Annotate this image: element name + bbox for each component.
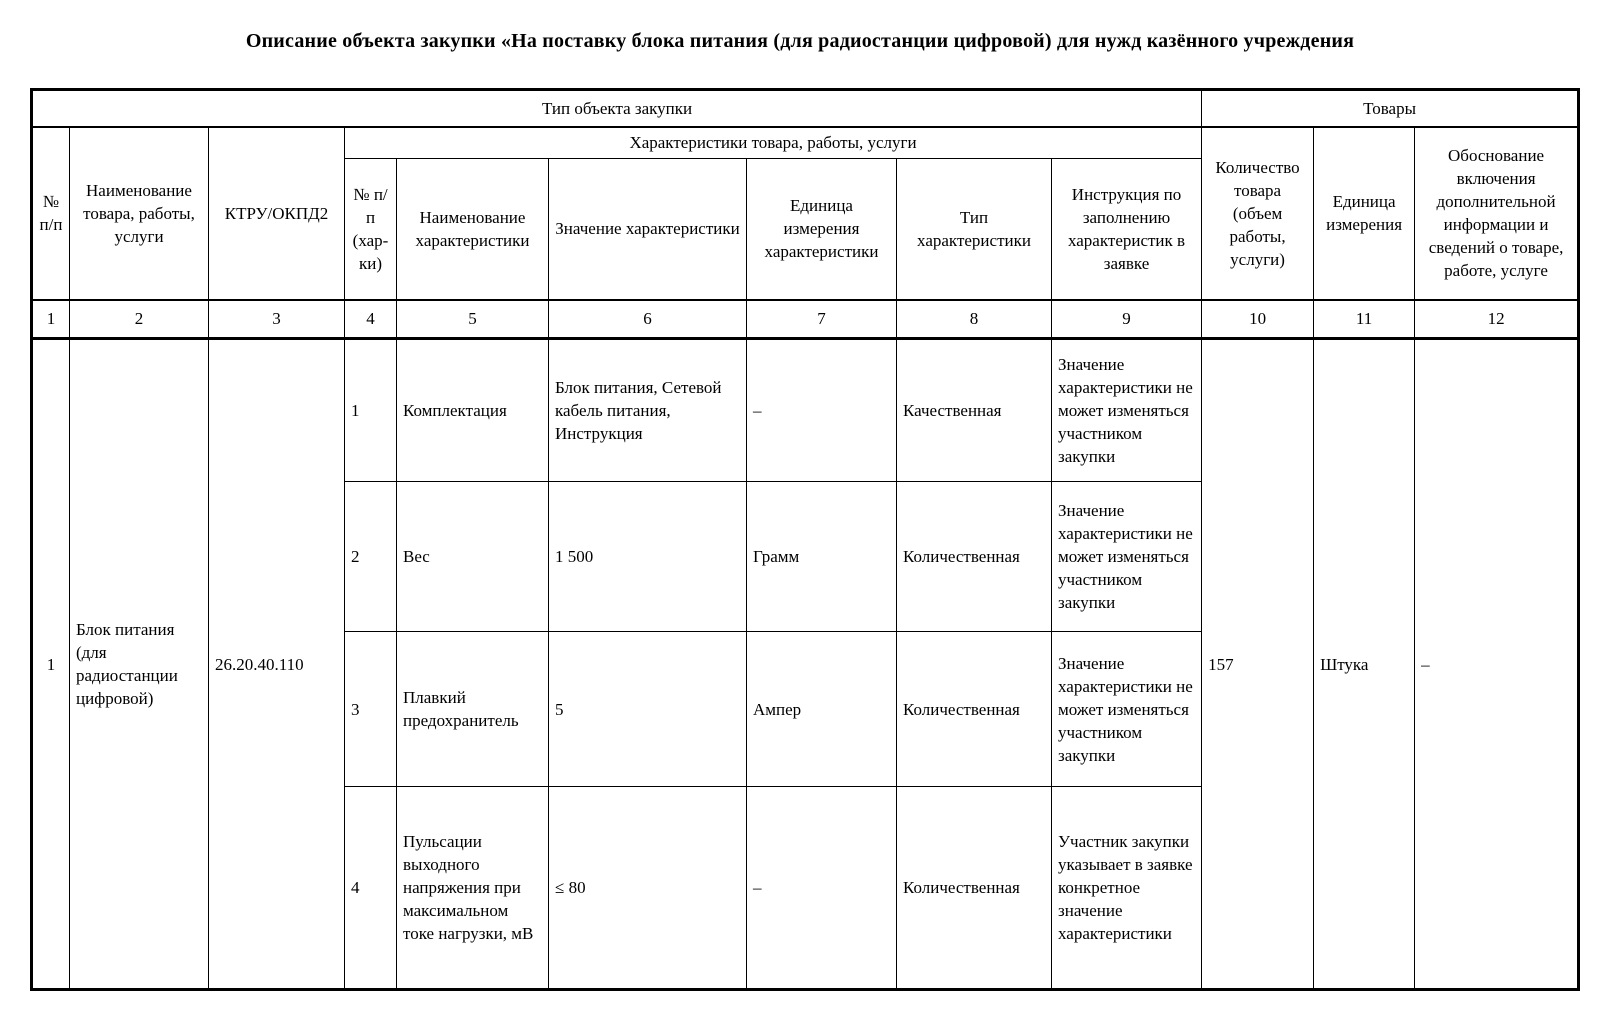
col-header-char-value: Значение характеристики	[549, 159, 747, 300]
char-type: Количественная	[897, 632, 1052, 787]
column-number: 12	[1415, 300, 1579, 339]
item-num: 1	[32, 339, 70, 990]
char-name: Вес	[397, 482, 549, 632]
char-value: 1 500	[549, 482, 747, 632]
column-number: 11	[1314, 300, 1415, 339]
col-header-char-unit: Единица измерения характеристики	[747, 159, 897, 300]
column-number: 6	[549, 300, 747, 339]
column-number: 7	[747, 300, 897, 339]
col-header-num: № п/п	[32, 127, 70, 300]
char-unit: –	[747, 339, 897, 482]
column-number: 4	[345, 300, 397, 339]
char-num: 2	[345, 482, 397, 632]
char-instruction: Значение характеристики не может изменяться участником закупки	[1052, 339, 1202, 482]
col-header-unit: Единица измерения	[1314, 127, 1415, 300]
char-unit: Ампер	[747, 632, 897, 787]
item-quantity: 157	[1202, 339, 1314, 990]
col-header-quantity: Количество товара (объем работы, услуги)	[1202, 127, 1314, 300]
char-num: 3	[345, 632, 397, 787]
char-name: Плавкий предохранитель	[397, 632, 549, 787]
item-name: Блок питания (для радиостанции цифровой)	[70, 339, 209, 990]
item-ktru: 26.20.40.110	[209, 339, 345, 990]
col-header-justification: Обоснование включения дополнительной информации и сведений о товаре, работе, услуге	[1415, 127, 1579, 300]
char-unit: –	[747, 787, 897, 990]
page-title: Описание объекта закупки «На поставку блока питания (для радиостанции цифровой) для нужд казённого учреждения	[245, 30, 1355, 52]
char-name: Пульсации выходного напряжения при максимальном токе нагрузки, мВ	[397, 787, 549, 990]
char-value: 5	[549, 632, 747, 787]
item-unit: Штука	[1314, 339, 1415, 990]
characteristic-row	[32, 339, 1579, 482]
column-number: 2	[70, 300, 209, 339]
column-number: 8	[897, 300, 1052, 339]
col-header-char-type: Тип характеристики	[897, 159, 1052, 300]
column-numbers-row	[32, 300, 1579, 339]
char-num: 1	[345, 339, 397, 482]
header-row	[32, 127, 1579, 159]
group-header-row	[32, 90, 1579, 127]
column-number: 1	[32, 300, 70, 339]
col-header-name: Наименование товара, работы, услуги	[70, 127, 209, 300]
item-justification: –	[1415, 339, 1579, 990]
column-number: 10	[1202, 300, 1314, 339]
col-header-ktru: КТРУ/ОКПД2	[209, 127, 345, 300]
column-number: 9	[1052, 300, 1202, 339]
char-instruction: Значение характеристики не может изменяться участником закупки	[1052, 632, 1202, 787]
char-unit: Грамм	[747, 482, 897, 632]
char-instruction: Участник закупки указывает в заявке конкретное значение характеристики	[1052, 787, 1202, 990]
col-header-characteristics-group: Характеристики товара, работы, услуги	[345, 127, 1202, 159]
column-number: 5	[397, 300, 549, 339]
col-header-char-name: Наименование характеристики	[397, 159, 549, 300]
char-name: Комплектация	[397, 339, 549, 482]
char-num: 4	[345, 787, 397, 990]
char-instruction: Значение характеристики не может изменяться участником закупки	[1052, 482, 1202, 632]
char-type: Количественная	[897, 482, 1052, 632]
col-header-char-num: № п/п (хар-ки)	[345, 159, 397, 300]
procurement-table	[30, 88, 1580, 991]
char-type: Качественная	[897, 339, 1052, 482]
char-value: Блок питания, Сетевой кабель питания, Инструкция	[549, 339, 747, 482]
char-value: ≤ 80	[549, 787, 747, 990]
group-header-type: Тип объекта закупки	[32, 90, 1202, 127]
group-header-goods: Товары	[1202, 90, 1579, 127]
column-number: 3	[209, 300, 345, 339]
char-type: Количественная	[897, 787, 1052, 990]
col-header-char-instruction: Инструкция по заполнению характеристик в заявке	[1052, 159, 1202, 300]
